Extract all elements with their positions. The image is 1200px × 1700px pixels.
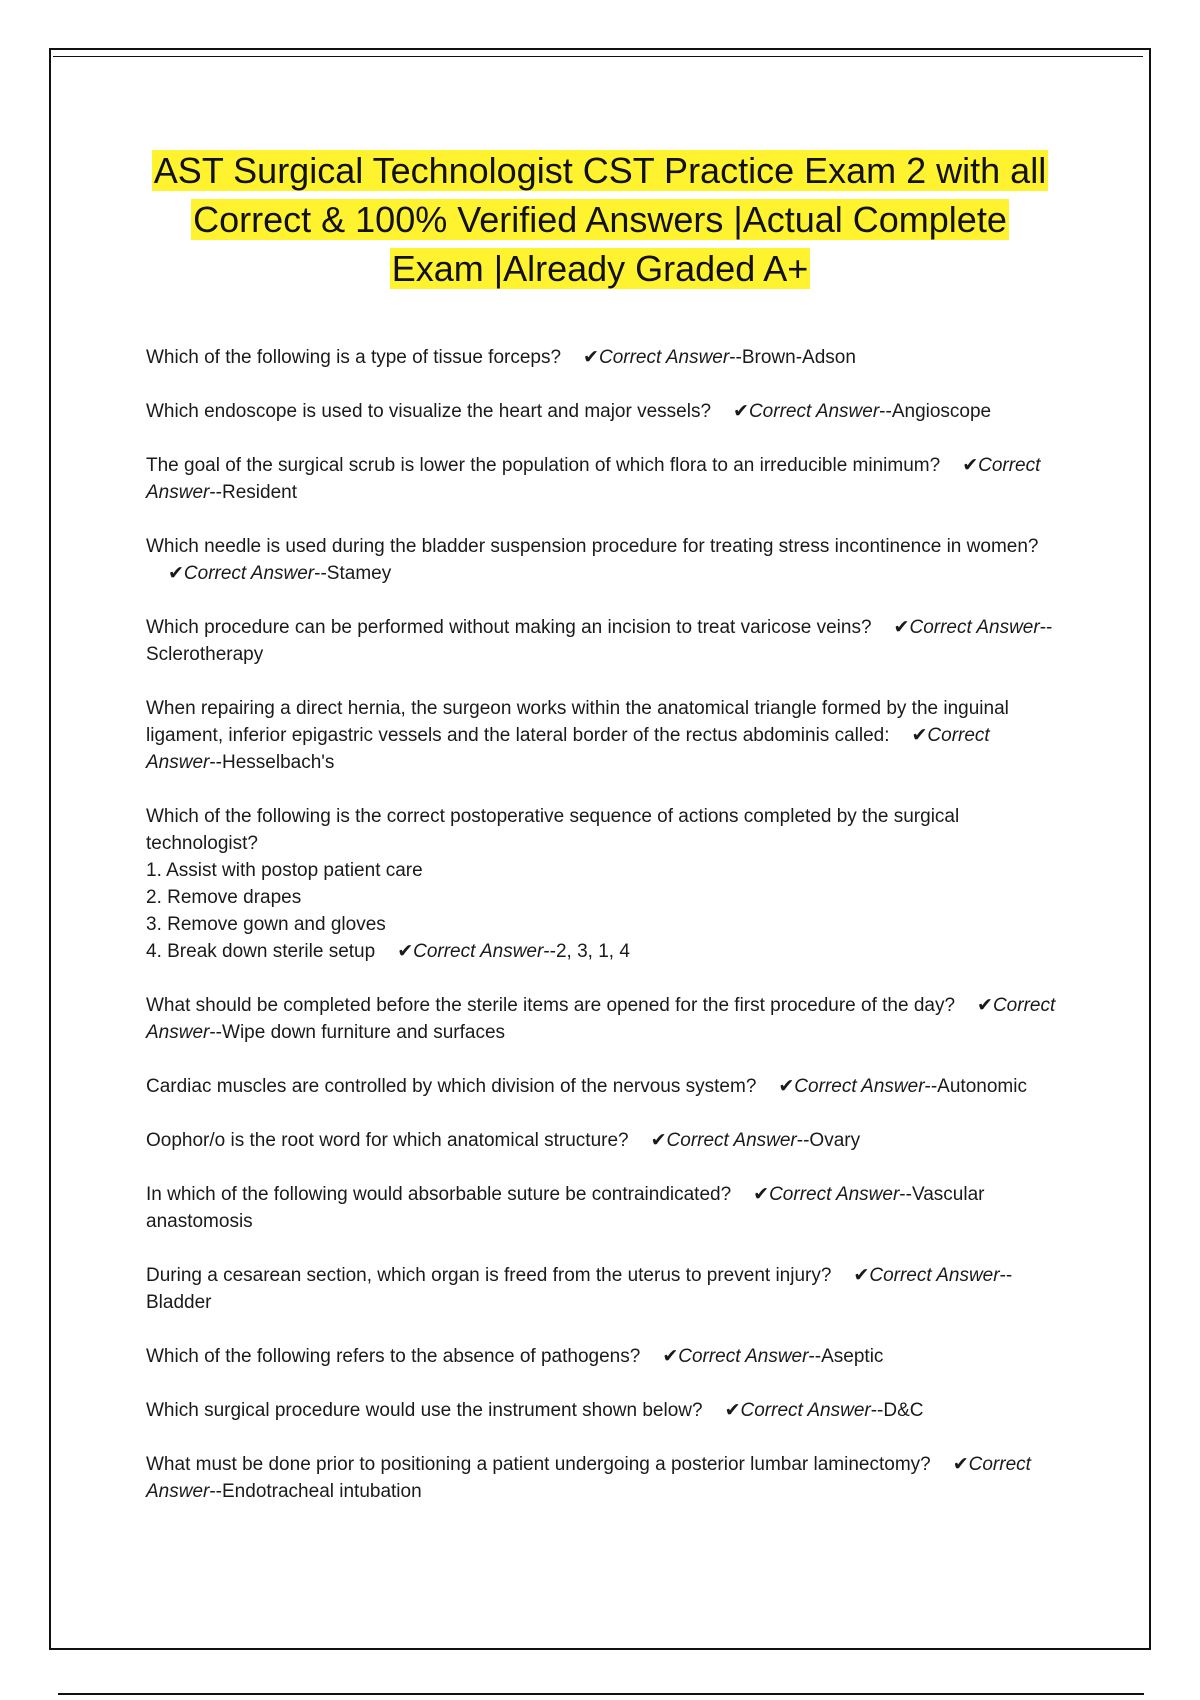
correct-answer-label: ✔Correct Answer xyxy=(724,1400,871,1421)
correct-answer-label: ✔Correct Answer xyxy=(853,1265,1000,1286)
document-title xyxy=(100,146,1100,293)
answer-text: --Resident xyxy=(209,482,298,503)
qa-item xyxy=(146,1181,1056,1235)
answer-text: --Ovary xyxy=(796,1130,861,1151)
answer-text: --Brown-Adson xyxy=(729,347,856,368)
question-text: When repairing a direct hernia, the surgeon works within the anatomical triangle formed by the inguinal ligament, inferior epigastric vessels and the lateral border of the rectus abdominis called: xyxy=(146,698,1009,746)
question-text: Which of the following is a type of tissue forceps? xyxy=(146,347,562,368)
qa-item xyxy=(146,1127,1056,1154)
qa-item xyxy=(146,1073,1056,1100)
qa-item xyxy=(146,1397,1056,1424)
answer-text: --Angioscope xyxy=(879,401,992,422)
question-text: Which endoscope is used to visualize the heart and major vessels? xyxy=(146,401,712,422)
question-text: Which of the following is the correct postoperative sequence of actions completed by the surgical technologist? xyxy=(146,806,960,854)
title-line-3: Exam |Already Graded A+ xyxy=(391,248,809,289)
question-text: The goal of the surgical scrub is lower the population of which flora to an irreducible minimum? xyxy=(146,455,941,476)
qa-item xyxy=(146,992,1056,1046)
correct-answer-label: ✔Correct Answer xyxy=(733,401,880,422)
question-answer-list xyxy=(146,344,1056,1532)
answer-text: --Vascular anastomosis xyxy=(146,1184,985,1232)
correct-answer-label: ✔Correct Answer xyxy=(168,563,315,584)
answer-text: --Autonomic xyxy=(924,1076,1027,1097)
sequence-step: 4. Break down sterile setup xyxy=(146,941,376,962)
title-line-2: Correct & 100% Verified Answers |Actual Complete xyxy=(193,199,1007,240)
qa-item xyxy=(146,1451,1056,1505)
title-line-1: AST Surgical Technologist CST Practice Exam 2 with all xyxy=(153,150,1047,191)
answer-text: --Bladder xyxy=(146,1265,1013,1313)
answer-text: --Stamey xyxy=(314,563,392,584)
answer-text: --Wipe down furniture and surfaces xyxy=(209,1022,506,1043)
correct-answer-label: ✔Correct Answer xyxy=(662,1346,809,1367)
correct-answer-label: ✔Correct Answer xyxy=(146,1454,1031,1502)
answer-text: --Sclerotherapy xyxy=(146,617,1053,665)
footer-rule xyxy=(58,1693,1144,1695)
question-text: Which surgical procedure would use the instrument shown below? xyxy=(146,1400,703,1421)
qa-item xyxy=(146,533,1056,587)
qa-item xyxy=(146,803,1056,965)
correct-answer-label: ✔Correct Answer xyxy=(753,1184,900,1205)
answer-text: --D&C xyxy=(870,1400,924,1421)
question-text: In which of the following would absorbable suture be contraindicated? xyxy=(146,1184,732,1205)
answer-text: --Hesselbach's xyxy=(209,752,335,773)
qa-item xyxy=(146,614,1056,668)
correct-answer-label: ✔Correct Answer xyxy=(146,995,1056,1043)
correct-answer-label: ✔Correct Answer xyxy=(583,347,730,368)
sequence-step: 2. Remove drapes xyxy=(146,887,302,908)
qa-item xyxy=(146,452,1056,506)
question-text: Which procedure can be performed without making an incision to treat varicose veins? xyxy=(146,617,872,638)
page-border-inner-rule xyxy=(53,56,1143,57)
question-text: What must be done prior to positioning a patient undergoing a posterior lumbar laminectomy? xyxy=(146,1454,931,1475)
qa-item xyxy=(146,695,1056,776)
correct-answer-label: ✔Correct Answer xyxy=(146,725,990,773)
question-text: Oophor/o is the root word for which anatomical structure? xyxy=(146,1130,629,1151)
answer-text: --Aseptic xyxy=(808,1346,884,1367)
correct-answer-label: ✔Correct Answer xyxy=(778,1076,925,1097)
correct-answer-label: ✔Correct Answer xyxy=(893,617,1040,638)
title-block xyxy=(100,146,1100,293)
qa-item xyxy=(146,1343,1056,1370)
qa-item xyxy=(146,344,1056,371)
correct-answer-label: ✔Correct Answer xyxy=(650,1130,797,1151)
sequence-step: 1. Assist with postop patient care xyxy=(146,860,423,881)
answer-text: --2, 3, 1, 4 xyxy=(543,941,630,962)
answer-text: --Endotracheal intubation xyxy=(209,1481,422,1502)
question-text: What should be completed before the sterile items are opened for the first procedure of the day? xyxy=(146,995,956,1016)
qa-item xyxy=(146,1262,1056,1316)
question-text: Which of the following refers to the absence of pathogens? xyxy=(146,1346,641,1367)
question-text: Cardiac muscles are controlled by which division of the nervous system? xyxy=(146,1076,757,1097)
correct-answer-label: ✔Correct Answer xyxy=(146,455,1041,503)
sequence-step: 3. Remove gown and gloves xyxy=(146,914,386,935)
qa-item xyxy=(146,398,1056,425)
question-text: Which needle is used during the bladder suspension procedure for treating stress incontinence in women? xyxy=(146,536,1039,557)
correct-answer-label: ✔Correct Answer xyxy=(397,941,544,962)
question-text: During a cesarean section, which organ is freed from the uterus to prevent injury? xyxy=(146,1265,832,1286)
